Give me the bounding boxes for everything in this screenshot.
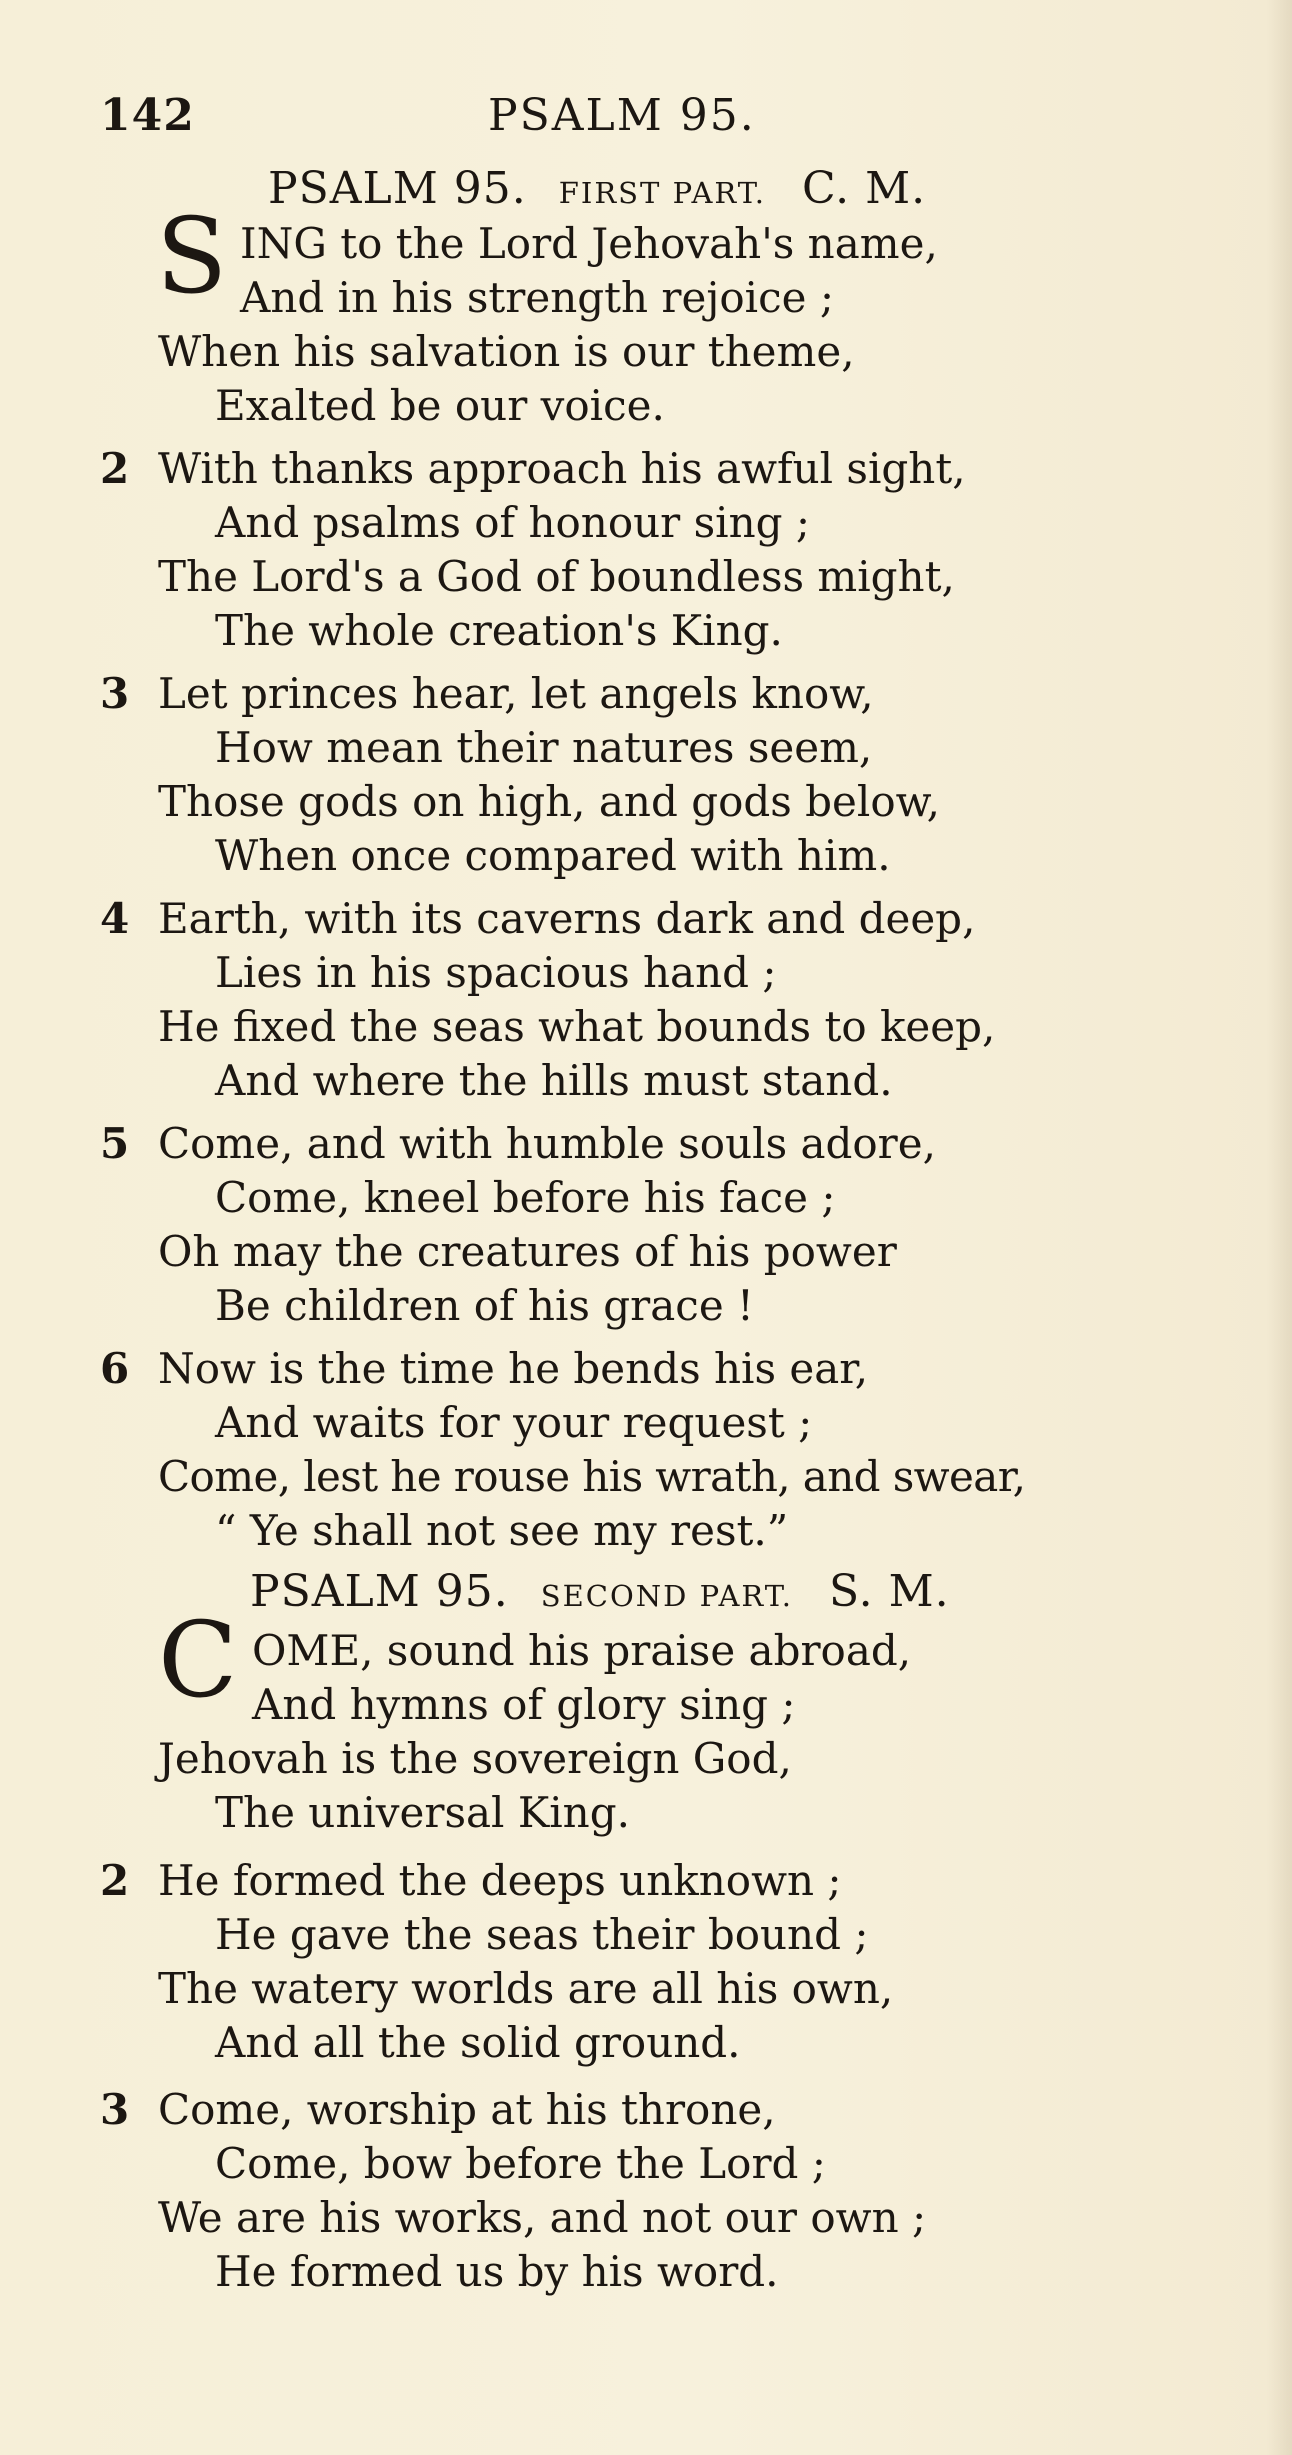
verse-number: 3 bbox=[100, 669, 130, 718]
verse-number: 6 bbox=[100, 1344, 130, 1393]
part1-part-label: FIRST PART. bbox=[558, 176, 767, 210]
part2-title: PSALM 95. bbox=[250, 1566, 509, 1617]
verse-line: And hymns of glory sing ; bbox=[252, 1680, 796, 1729]
part1-title: PSALM 95. bbox=[268, 163, 527, 214]
part2-heading bbox=[250, 1565, 950, 1623]
verse-line: OME, sound his praise abroad, bbox=[252, 1626, 912, 1675]
verse-number: 5 bbox=[100, 1119, 130, 1168]
verse-line: Let princes hear, let angels know, bbox=[158, 669, 874, 718]
verse-line: He formed the deeps unknown ; bbox=[158, 1856, 842, 1905]
page-edge-shadow bbox=[1266, 0, 1292, 2455]
verse-line: When his salvation is our theme, bbox=[158, 327, 855, 376]
verse-line: Exalted be our voice. bbox=[215, 381, 665, 430]
verse-number: 3 bbox=[100, 2085, 130, 2134]
part1-meter: C. M. bbox=[802, 163, 927, 214]
verse-line: And all the solid ground. bbox=[215, 2018, 741, 2067]
verse-line: ING to the Lord Jehovah's name, bbox=[240, 219, 938, 268]
verse-line: Oh may the creatures of his power bbox=[158, 1227, 897, 1276]
page-number: 142 bbox=[100, 90, 195, 141]
verse-line: Jehovah is the sovereign God, bbox=[158, 1734, 792, 1783]
verse-line: Come, worship at his throne, bbox=[158, 2085, 776, 2134]
verse-line: Come, and with humble souls adore, bbox=[158, 1119, 936, 1168]
verse-line: The watery worlds are all his own, bbox=[158, 1964, 894, 2013]
verse-line: Come, bow before the Lord ; bbox=[215, 2139, 826, 2188]
verse-line: The universal King. bbox=[215, 1788, 630, 1837]
verse-line: And waits for your request ; bbox=[215, 1398, 813, 1447]
verse-line: “ Ye shall not see my rest.” bbox=[215, 1506, 789, 1555]
part2-part-label: SECOND PART. bbox=[540, 1579, 794, 1613]
part1-drop-cap: S bbox=[156, 195, 228, 317]
verse-number: 4 bbox=[100, 894, 130, 943]
verse-line: And psalms of honour sing ; bbox=[215, 498, 811, 547]
verse-line: Now is the time he bends his ear, bbox=[158, 1344, 869, 1393]
verse-number: 2 bbox=[100, 1856, 130, 1905]
verse-line: Lies in his spacious hand ; bbox=[215, 948, 777, 997]
part2-meter: S. M. bbox=[829, 1566, 950, 1617]
verse-line: How mean their natures seem, bbox=[215, 723, 873, 772]
verse-line: The whole creation's King. bbox=[215, 606, 783, 655]
verse-line: The Lord's a God of boundless might, bbox=[158, 552, 955, 601]
verse-line: He gave the seas their bound ; bbox=[215, 1910, 869, 1959]
verse-line: He fixed the seas what bounds to keep, bbox=[158, 1002, 996, 1051]
verse-line: Come, lest he rouse his wrath, and swear, bbox=[158, 1452, 1026, 1501]
verse-line: And where the hills must stand. bbox=[215, 1056, 893, 1105]
verse-line: Earth, with its caverns dark and deep, bbox=[158, 894, 976, 943]
running-title: PSALM 95. bbox=[488, 90, 756, 141]
verse-line: Be children of his grace ! bbox=[215, 1281, 754, 1330]
verse-line: He formed us by his word. bbox=[215, 2247, 779, 2296]
verse-number: 2 bbox=[100, 444, 130, 493]
verse-line: When once compared with him. bbox=[215, 831, 891, 880]
verse-line: Come, kneel before his face ; bbox=[215, 1173, 836, 1222]
part1-heading bbox=[268, 162, 926, 220]
verse-line: Those gods on high, and gods below, bbox=[158, 777, 940, 826]
verse-line: With thanks approach his awful sight, bbox=[158, 444, 966, 493]
part2-drop-cap: C bbox=[158, 1599, 238, 1721]
verse-line: And in his strength rejoice ; bbox=[240, 273, 834, 322]
verse-line: We are his works, and not our own ; bbox=[158, 2193, 927, 2242]
